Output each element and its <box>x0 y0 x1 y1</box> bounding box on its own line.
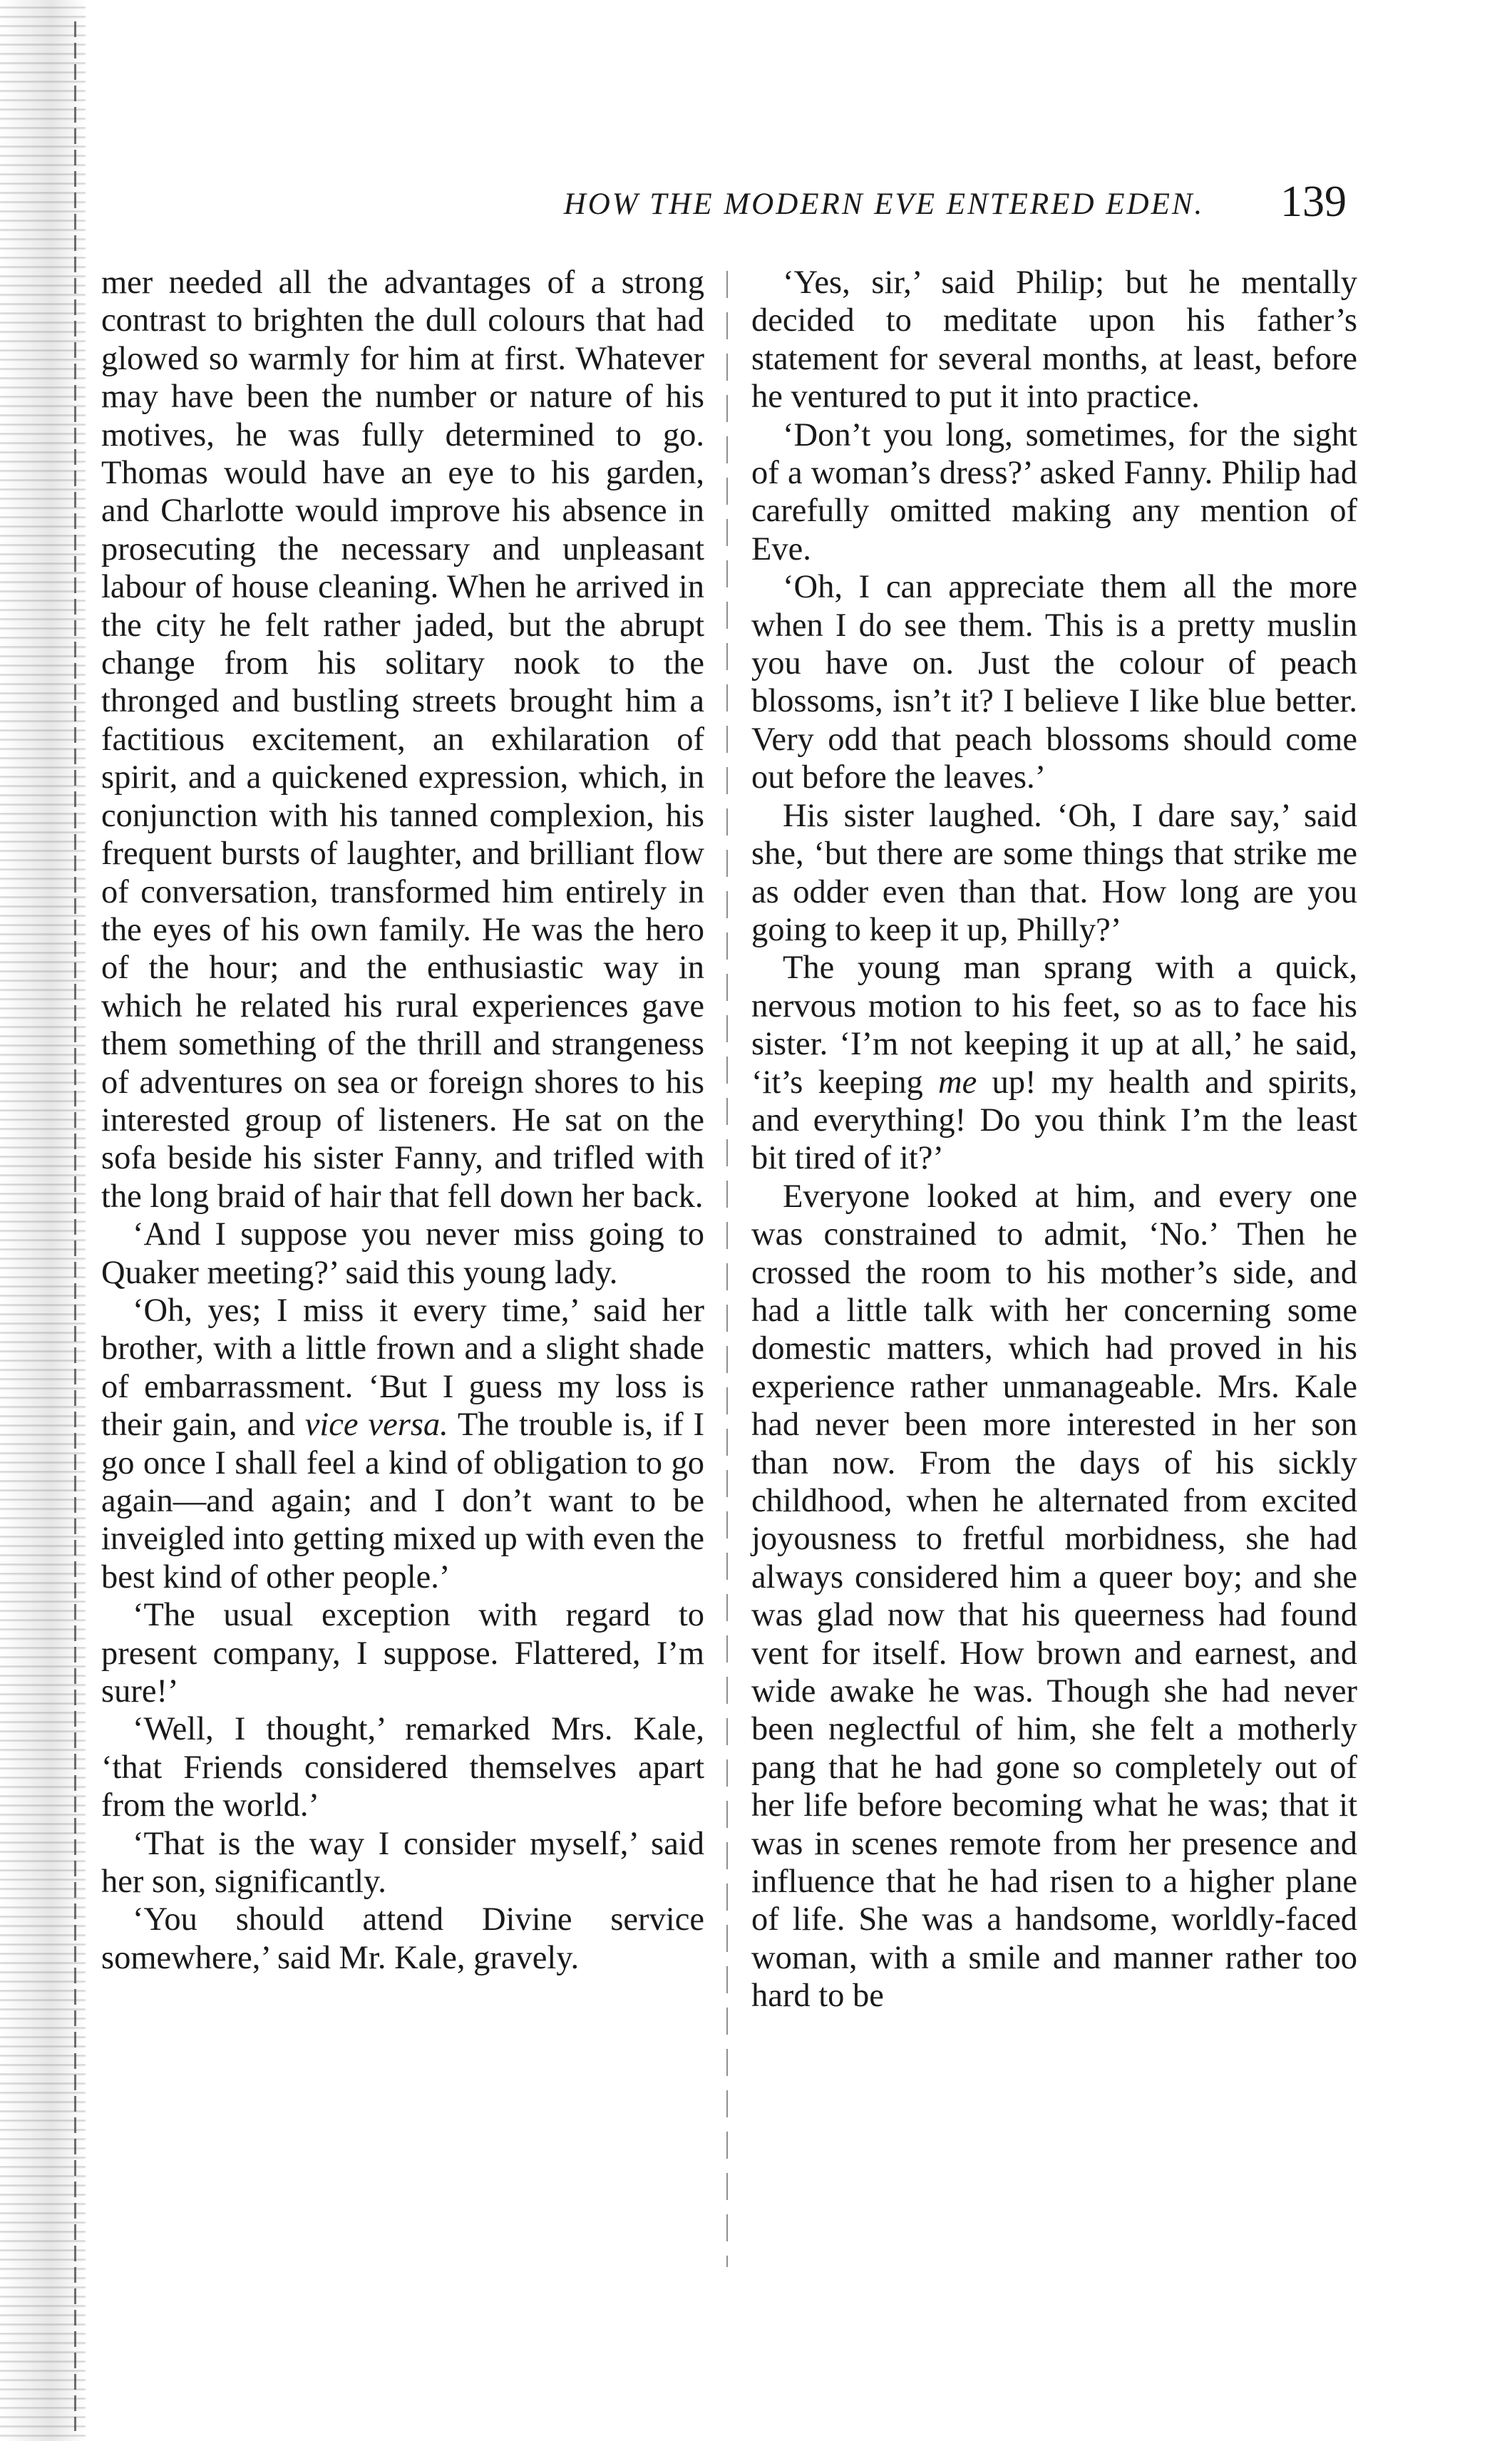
paragraph-text: up! my health and spirits, and everything! Do you think I’m the least bit tired of it?’ <box>751 1064 1357 1177</box>
paragraph: ‘Well, I thought,’ remarked Mrs. Kale, ‘that Friends considered themselves apart from the world.’ <box>101 1711 704 1824</box>
page-number: 139 <box>1280 178 1347 226</box>
paragraph-text: The young man sprang with a quick, nervous motion to his feet, so as to face his sister. ‘I’m not keeping it up at all,’ he said, ‘it’s keeping <box>751 950 1357 1101</box>
italic-word: me <box>938 1064 977 1101</box>
page-gutter-shadow <box>0 0 86 2441</box>
paragraph: ‘The usual exception with regard to present company, I suppose. Flattered, I’m sure!’ <box>101 1597 704 1710</box>
paragraph: mer needed all the advantages of a strong contrast to brighten the dull colours that had glowed so warmly for him at first. Whatever may have been the number or nature of his motives, he was fully determined to go. Thomas would have an eye to his garden, and Charlotte would improve his absence in prosecuting the necessary and unpleasant labour of house cleaning. When he arrived in the city he felt rather jaded, but the abrupt change from his solitary nook to the thronged and bustling streets brought him a factitious excitement, an exhilaration of spirit, and a quickened expression, which, in conjunction with his tanned complexion, his frequent bursts of laughter, and brilliant flow of conversation, transformed him entirely in the eyes of his own family. He was the hero of the hour; and the enthusiastic way in which he related his rural experiences gave them something of the thrill and strangeness of adventures on sea or foreign shores to his interested group of listeners. He sat on the sofa beside his sister Fanny, and trifled with the long braid of hair that fell down her back. <box>101 264 704 1215</box>
right-column <box>751 264 1357 2015</box>
paragraph: ‘You should attend Divine service somewhere,’ said Mr. Kale, gravely. <box>101 1901 704 1976</box>
paragraph-text: The trouble is, if I go once I shall feel a kind of obligation to go again—and again; and I don’t want to be inveigled into getting mixed up with even the best kind of other people.’ <box>101 1407 704 1595</box>
running-header: HOW THE MODERN EVE ENTERED EDEN. <box>563 187 1205 221</box>
italic-phrase: vice versa. <box>304 1407 448 1444</box>
binding-edge <box>74 21 76 2431</box>
paragraph <box>751 949 1357 1177</box>
paragraph: ‘And I suppose you never miss going to Quaker meeting?’ said this young lady. <box>101 1216 704 1291</box>
paragraph: Everyone looked at him, and every one was constrained to admit, ‘No.’ Then he crossed the room to his mother’s side, and had a little talk with her concerning some domestic matters, which had proved in his experience rather unmanageable. Mrs. Kale had never been more interested in her son than now. From the days of his sickly childhood, when he alternated from excited joyousness to fretful morbidness, she had always considered him a queer boy; and she was glad now that his queerness had found vent for itself. How brown and earnest, and wide awake he was. Though she had never been neglectful of him, she felt a motherly pang that he had gone so completely out of her life before becoming what he was; that it was in scenes remote from her presence and influence that he had risen to a higher plane of life. She was a handsome, worldly-faced woman, with a smile and manner rather too hard to be <box>751 1178 1357 2015</box>
paragraph: ‘Oh, I can appreciate them all the more when I do see them. This is a pretty muslin you have on. Just the colour of peach blossoms, isn’t it? I believe I like blue better. Very odd that peach blossoms should come out before the leaves.’ <box>751 569 1357 796</box>
paragraph-text: ‘Oh, yes; I miss it every time,’ said her brother, with a little frown and a slight shade of embarrassment. ‘But I guess my loss is their gain, and <box>101 1292 704 1444</box>
paragraph: His sister laughed. ‘Oh, I dare say,’ said she, ‘but there are some things that strike me as odder even than that. How long are you going to keep it up, Philly?’ <box>751 797 1357 948</box>
left-column <box>101 264 704 1977</box>
paragraph <box>101 1292 704 1596</box>
paragraph: ‘Don’t you long, sometimes, for the sight of a woman’s dress?’ asked Fanny. Philip had carefully omitted making any mention of Eve. <box>751 416 1357 567</box>
column-divider <box>726 271 728 2267</box>
paragraph: ‘That is the way I consider myself,’ said her son, significantly. <box>101 1825 704 1901</box>
paragraph: ‘Yes, sir,’ said Philip; but he mentally decided to meditate upon his father’s statement for several months, at least, before he ventured to put it into practice. <box>751 264 1357 416</box>
